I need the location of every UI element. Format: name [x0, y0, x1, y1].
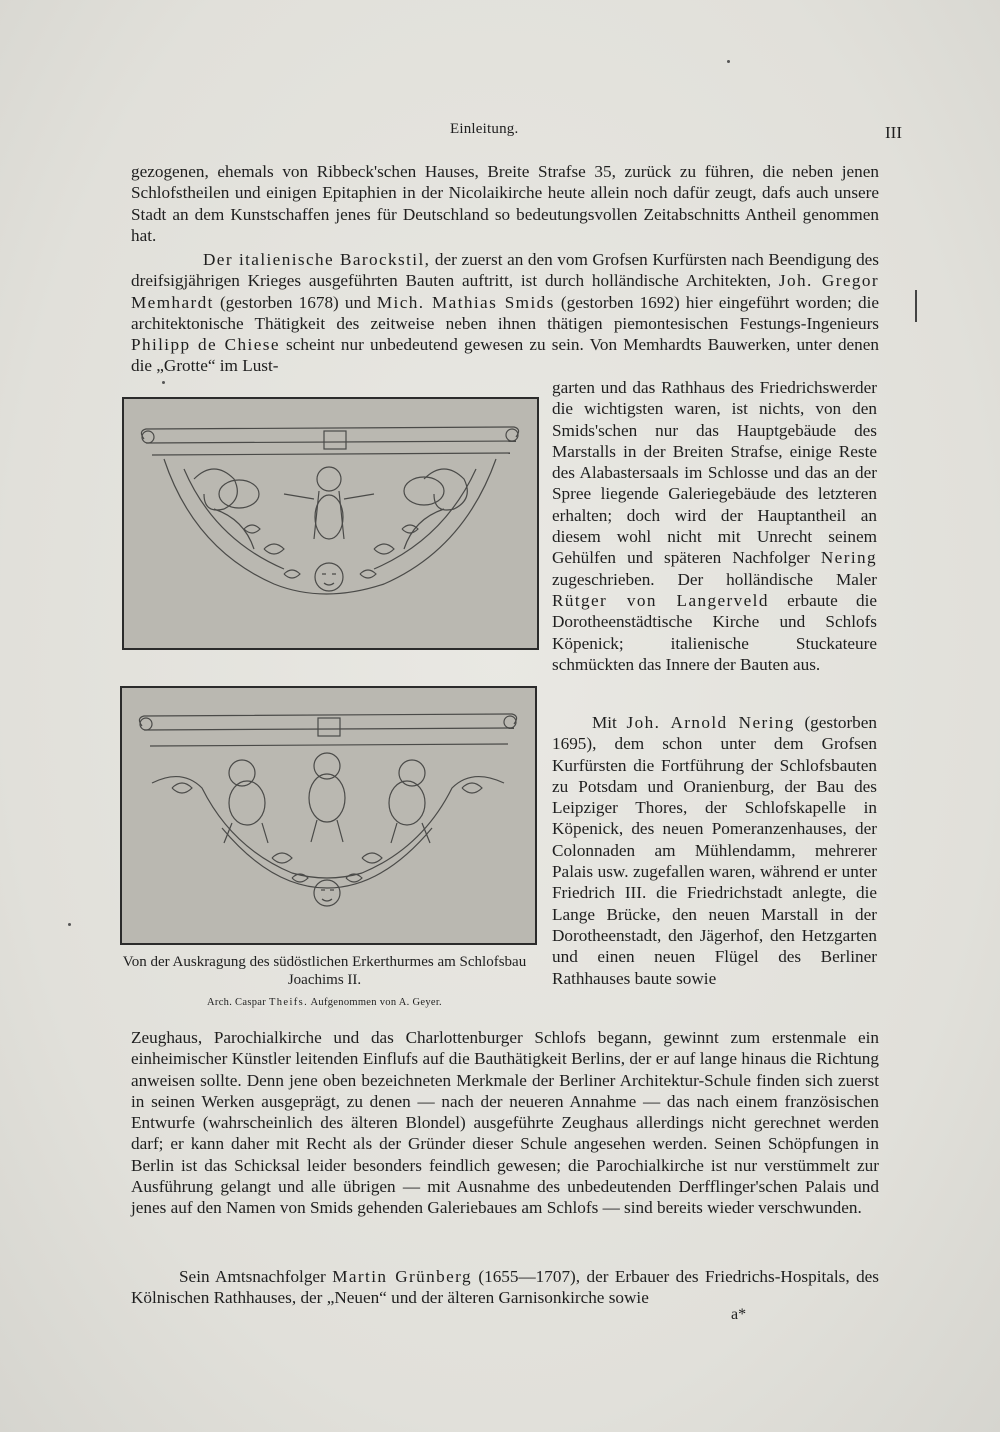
- putto-right-body: [389, 781, 425, 825]
- paragraph-3-text-2: (gestorben 1695), dem schon unter dem Grofsen Kurfürsten die Fortführung der Schlofsbauten zu Potsdam und Oranienburg, der Bau des Leipziger Thores, der Schlofskapelle in Köpenick, des neuen Pomeranzenhauses, der Colonnaden am Mühlendamm, mehrerer Palais usw. zugefallen waren, während er unter Friedrich III. die Friedrichstadt anlegte, die Lange Brücke, den neuen Marstall in der Dorotheenstadt, den Jägerhof, den Hetzgarten und einen neuen Flügel des Berliner Rathhauses baute sowie: [552, 713, 878, 988]
- figure-corbel-lower: [120, 686, 537, 945]
- lower-bowl-outline: [152, 777, 504, 878]
- putto-center-head: [314, 753, 340, 779]
- paragraph-4: [131, 1266, 879, 1309]
- upper-central-figure-head: [317, 467, 341, 491]
- paper-speck: [162, 381, 165, 384]
- paragraph-4-text-2: (1655—1707), der Erbauer des Friedrichs-Hospitals, des Kölnischen Rathhauses, der „Neuen“ und der älteren Garnisonkirche sowie: [131, 1267, 879, 1308]
- margin-pencil-mark: [915, 290, 917, 322]
- paper-speck: [727, 60, 730, 63]
- corbel-drawing-lower: [122, 688, 535, 943]
- name-joh-arnold-nering: Joh. Arnold Nering: [626, 713, 795, 732]
- upper-bowl-outline: [164, 459, 496, 594]
- page-number: III: [885, 123, 902, 142]
- signature-mark: a*: [731, 1306, 747, 1323]
- upper-bottom-mask: [315, 563, 343, 591]
- upper-rail-top: [141, 427, 518, 439]
- lower-bottom-mask: [314, 880, 340, 906]
- lower-rail-top: [139, 714, 516, 726]
- name-memhardt: Joh. Gregor Memhardt: [131, 271, 879, 312]
- upper-left-head: [219, 480, 259, 508]
- upper-rail-block: [324, 431, 346, 449]
- name-smids: Mich. Mathias Smids: [376, 292, 555, 312]
- caption-credit: [112, 996, 537, 1010]
- name-langerveld: Rütger von Langerveld: [552, 590, 769, 610]
- upper-right-head: [404, 477, 444, 505]
- name-chiese: Philipp de Chiese: [131, 335, 280, 355]
- name-nering: Nering: [820, 548, 877, 568]
- paragraph-2-cont-3: erbaute die Dorotheenstädtische Kirche und Schlofs Köpenick; italienische Stuckateure schmückten das Innere der Bauten aus.: [552, 590, 877, 674]
- running-header: Einleitung.: [450, 121, 519, 137]
- paragraph-1-text: gezogenen, ehemals von Ribbeck'schen Hauses, Breite Strafse 35, zurück zu führen, die neben jenen Schlofstheilen und einigen Epitaphien in der Nicolaikirche heute allein noch dafür zeugt, dafs auch unsere Stadt an dem Kunstschaffen jenes für Deutschland so bedeutungsvollen Zeitabschnitts Antheil genommen hat.: [131, 162, 879, 245]
- caption-credit-prefix: Arch. Caspar: [207, 997, 269, 1008]
- paragraph-2-text-2: (gestorben 1678) und: [213, 292, 377, 312]
- putto-center-body: [309, 774, 345, 822]
- paragraph-3-cont-text: Zeughaus, Parochialkirche und das Charlottenburger Schlofs begann, gewinnt zum erstenmale ein einheimischer Künstler leitenden Einflufs auf die Bauthätigkeit Berlins, der er auf lange hinaus die Richtung anweisen sollte. Denn jene oben bezeichneten Merkmale der Berliner Architektur-Schule finden sich zuerst in seinen Werken ausgeprägt, zu denen — nach der neueren Annahme — das nach einem französischen Entwurfe (wahrscheinlich des älteren Blondel) ausgeführte Zeughaus allerdings nicht gerechnet werden darf; er kann daher mit Recht als der Gründer dieser Schule angesehen werden. Seinen Schöpfungen in Berlin ist das Schicksal leider besonders feindlich gewesen; die Parochialkirche ist nur verstümmelt zur Ausführung gelangt und alle übrigen — mit Ausnahme des unbedeutenden Derfflinger'schen Palais und jenes auf den Namen von Smids gehenden Galeriebaues am Schlofs — sind bereits wieder verschwunden.: [131, 1028, 879, 1218]
- paragraph-3-text-1: Mit: [592, 713, 627, 732]
- corbel-drawing-upper: [124, 399, 537, 648]
- paragraph-2-cont-1: garten und das Rathhaus des Friedrichswerder die wichtigsten waren, ist nichts, von den Smids'schen nur das Hauptgebäude des Marstalls in der Breiten Strafse, einige Reste des Alabastersaals im Schlosse und das an der Spree liegende Galeriegebäude des letzteren erhalten; doch wird der Hauptantheil an diesem wohl nicht mit Unrecht seinem Gehülfen und späteren Nachfolger: [552, 378, 877, 568]
- paragraph-2-continued: [552, 377, 877, 675]
- name-gruenberg: Martin Grünberg: [332, 1267, 472, 1286]
- putto-left-body: [229, 781, 265, 825]
- paragraph-3: [552, 712, 877, 989]
- paragraph-2: [131, 249, 879, 377]
- term-barockstil: Der italienische Barockstil,: [203, 250, 431, 269]
- paragraph-2-cont-2: zugeschrieben. Der holländische Maler: [552, 569, 877, 589]
- caption-title: Von der Auskragung des südöstlichen Erkerthurmes am Schlofsbau Joachims II.: [122, 954, 527, 988]
- paragraph-3-continued: [131, 1027, 879, 1219]
- paragraph-4-text-1: Sein Amtsnachfolger: [179, 1267, 333, 1286]
- caption-credit-suffix: Aufgenommen von A. Geyer.: [308, 997, 442, 1008]
- paragraph-2-text-1: der zuerst an den vom Grofsen Kurfürsten nach Beendigung des dreifsigjährigen Krieges ausgeführten Bauten auftritt, ist durch holländische Architekten,: [131, 250, 879, 291]
- figure-caption: [112, 953, 537, 1010]
- paragraph-2-text-4: scheint nur unbedeutend gewesen zu sein. Von Memhardts Bauwerken, unter denen die „Grotte“ im Lust-: [131, 335, 880, 376]
- lower-rail-block: [318, 718, 340, 736]
- paper-speck: [68, 923, 71, 926]
- caption-credit-name: Theifs.: [268, 997, 309, 1008]
- paragraph-2-text-3: (gestorben 1692) hier eingeführt worden; die architektonische Thätigkeit des zeitweise neben ihnen thätigen piemontesischen Festungs-Ingenieurs: [131, 292, 879, 333]
- paragraph-1: [131, 161, 879, 246]
- figure-corbel-upper: [122, 397, 539, 650]
